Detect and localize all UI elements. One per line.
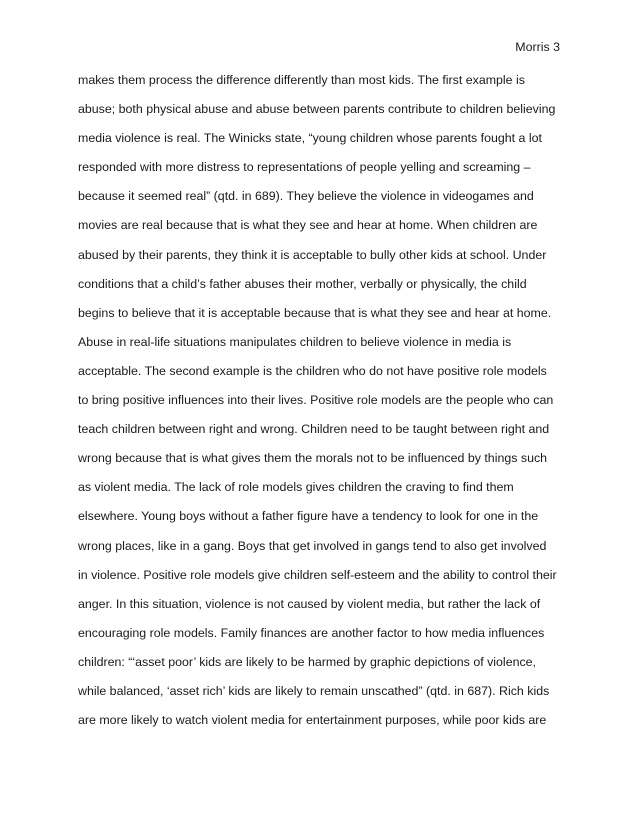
text-line: wrong places, like in a gang. Boys that get involved in gangs tend to also get involved	[78, 538, 547, 553]
text-line: anger. In this situation, violence is not caused by violent media, but rather the lack of	[78, 596, 541, 611]
text-line: wrong because that is what gives them the morals not to be influenced by things such	[78, 451, 548, 466]
text-line: begins to believe that it is acceptable because that is what they see and hear at home.	[78, 305, 552, 320]
text-line: responded with more distress to representations of people yelling and screaming –	[78, 160, 531, 175]
text-line: acceptable. The second example is the children who do not have positive role models	[78, 363, 547, 378]
text-line: while balanced, ‘asset rich’ kids are likely to remain unscathed” (qtd. in 687). Rich kids	[78, 683, 550, 698]
text-line: Abuse in real-life situations manipulates children to believe violence in media is	[78, 334, 512, 349]
text-line: makes them process the difference differently than most kids. The first example is	[78, 73, 525, 87]
text-line: to bring positive influences into their lives. Positive role models are the people who can	[78, 393, 554, 408]
text-line: children: “‘asset poor’ kids are likely to be harmed by graphic depictions of violence,	[78, 654, 536, 669]
text-line: are more likely to watch violent media for entertainment purposes, while poor kids are	[78, 713, 547, 728]
text-line: media violence is real. The Winicks state, “young children whose parents fought a lot	[78, 131, 542, 146]
text-line: conditions that a child’s father abuses their mother, verbally or physically, the child	[78, 276, 527, 291]
text-line: elsewhere. Young boys without a father figure have a tendency to look for one in the	[78, 509, 539, 524]
text-line: encouraging role models. Family finances are another factor to how media influences	[78, 625, 545, 640]
text-line: teach children between right and wrong. Children need to be taught between right and	[78, 422, 550, 437]
text-line: abused by their parents, they think it is acceptable to bully other kids at school. Under	[78, 247, 547, 262]
running-head: Morris 3	[515, 40, 560, 54]
text-line: in violence. Positive role models give children self-esteem and the ability to control their	[78, 567, 557, 582]
text-line: because it seemed real” (qtd. in 689). They believe the violence in videogames and	[78, 189, 534, 204]
body-text	[78, 66, 578, 735]
text-line: as violent media. The lack of role models gives children the craving to find them	[78, 480, 514, 495]
text-line: movies are real because that is what they see and hear at home. When children are	[78, 218, 538, 233]
text-line: abuse; both physical abuse and abuse between parents contribute to children believing	[78, 102, 556, 117]
